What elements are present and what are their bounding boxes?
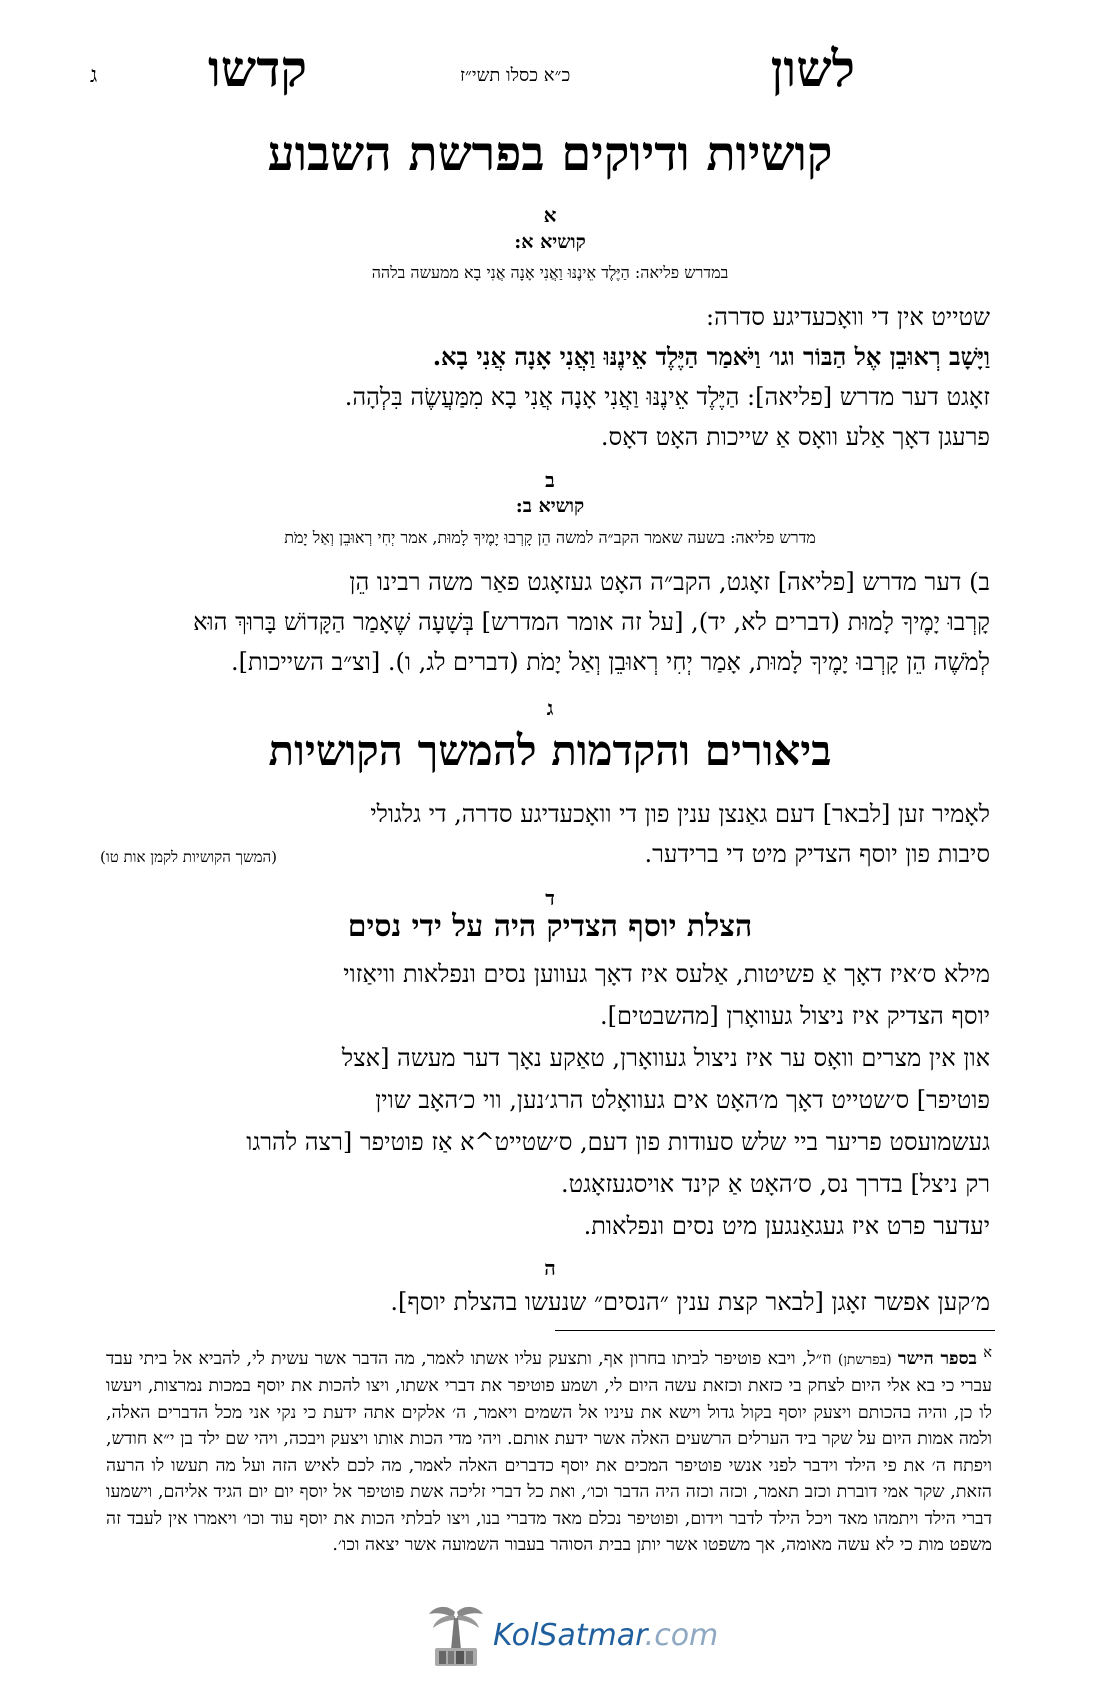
main-title: קושיות ודיוקים בפרשת השבוע: [267, 126, 833, 182]
page-letter: ג: [90, 63, 98, 88]
footnote-source-note: (בפרשתן): [837, 1351, 892, 1368]
section-d-line-7: יעדער פרט איז געגאַנגען מיט נסים ונפלאות.: [583, 1212, 990, 1240]
section-b-label: קושיא ב:: [515, 495, 585, 517]
section-b-line-2: קָרְבוּ יָמֶיךָ לָמוּת (דברים לא, יד), [על זה אומר המדרש] בְּשָׁעָה שֶׁאָמַר הַקָּדוֹשׁ בָּרוּךְ הוּא: [193, 608, 990, 636]
section-d-line-6: רק ניצל] בדרך נס, ס׳האָט אַ קינד אויסגעזאָגט.: [561, 1170, 990, 1198]
kolsatmar-logo: [415, 1602, 719, 1672]
section-g-letter: ג: [546, 696, 554, 720]
section-b-line-3: לְמֹשֶׁה הֵן קָרְבוּ יָמֶיךָ לָמוּת, אָמַר יְחִי רְאוּבֵן וְאַל יָמֹת (דברים לג, ו). [וצ״ב השייכות].: [230, 648, 990, 676]
header-date: כ״א כסלו תשי״ז: [460, 65, 571, 86]
footnote: [106, 1340, 992, 1559]
section-d-line-1: מילא ס׳איז דאָך אַ פשיטות, אַלעס איז דאָך געווען נסים ונפלאות וויאַזוי: [343, 960, 990, 988]
section-g-title: ביאורים והקדמות להמשך הקושיות: [268, 726, 832, 775]
section-b-line-1: ב) דער מדרש [פליאה] זאָגט, הקב״ה האָט געזאָגט פאַר משה רבינו הֵן: [349, 568, 990, 596]
section-a-letter: א: [543, 203, 557, 227]
section-a-line-2: וַיָּשָׁב רְאוּבֵן אֶל הַבּוֹר וגו׳ וַיֹּאמַר הַיֶּלֶד אֵינֶנּוּ וַאֲנִי אָנָה אֲנִי בָא.: [432, 342, 990, 371]
section-d-line-3: און אין מצרים וואָס ער איז ניצול געוואָרן, טאַקע נאָך דער מעשה [אצל: [341, 1044, 990, 1072]
section-a-line-4: פרעגן דאָך אַלע וואָס אַ שייכות האָט דאָס.: [600, 423, 990, 451]
footnote-source: בספר הישר: [898, 1348, 977, 1369]
section-h-line: מ׳קען אפשר זאָגן [לבאר קצת ענין ״הנסים״ שנעשו בהצלת יוסף].: [390, 1288, 990, 1316]
palm-tree-bookshelf-icon: [425, 1602, 487, 1670]
section-a-line-1: שטייט אין די וואָכעדיגע סדרה:: [706, 303, 990, 331]
section-b-summary: מדרש פליאה: בשעה שאמר הקב״ה למשה הֵן קָרְבוּ יָמֶיךָ לָמוּת, אמר יְחִי רְאוּבֵן וְאַל יָמֹת: [284, 528, 816, 547]
header-word-kodsho: קדשו: [208, 39, 307, 98]
section-d-line-5: געשמועסט פריער ביי שלש סעודות פון דעם, ס׳שטייט^א אַז פוטיפר [רצה להרגו: [246, 1128, 990, 1156]
section-h-letter: ה: [544, 1256, 556, 1280]
section-d-line-4: פוטיפר] ס׳שטייט דאָך מ׳האָט אים געוואָלט הרג׳נען, ווי כ׳האָב שוין: [375, 1086, 990, 1114]
section-g-line-2: סיבות פון יוסף הצדיק מיט די ברידער.: [644, 840, 990, 868]
section-g-note: (המשך הקושיות לקמן אות טו): [100, 848, 277, 866]
section-a-line-3: זאָגט דער מדרש [פליאה]: הַיֶּלֶד אֵינֶנּוּ וַאֲנִי אָנָה אֲנִי בָא מִמַּעֲשֶׂה בִּלְהָה.: [344, 383, 990, 411]
footnote-text: וז״ל, ויבא פוטיפר לביתו בחרון אף, ותצעק עליו אשתו לאמר, מה הדבר אשר עשית לי, להביא אל ביתי עבד עברי כי בא אלי היום לצחק בי כזאת וכזאת עשה היום לי, ושמע פוטיפר את דברי אשתו, ויצו להכות את יוסף במכות נמרצות, ויעשו לו כן, והיה בהכותם ויצעק יוסף בקול גדול וישא את עיניו אל השמים ויאמר, ה׳ אלקים אתה ידעת כי נקי אני מכל הדברים האלה, ולמה אמות היום על שקר ביד הערלים הרשעים האלה אשר ידעת אותם. ויהי מדי הכות אותו ויצעק ויבכה, ויהי שם ילד בן י״א חודש, ויפתח ה׳ את פי הילד וידבר לפני אנשי פוטיפר המכים את יוסף כדברים האלה לאמר, מה לכם לאיש הזה ועל מה תעשו לו הרעה הזאת, שקר אמי דוברת וכזב תאמר, וכזה וכזה היה הדבר וכו׳, ואת כל דברי זליכה אשת פוטיפר אל יוסף יום יום הגיד אליהם, וישמעו דברי הילד ויתמהו מאד ויכל הילד לדבר וידום, ופוטיפר נכלם מאד מדברי בנו, ויצו לבלתי הכות את יוסף עוד וכו׳ ויאמרו אין לעבד זה משפט מות כי לא עשה מאומה, אך משפטו אשר יותן בבית הסוהר בעבור השמועה אשר יצאה וכו׳.: [106, 1348, 992, 1556]
section-b-letter: ב: [545, 468, 555, 492]
footnote-divider: [555, 1330, 995, 1331]
footnote-mark: א: [983, 1344, 992, 1361]
section-g-line-1: לאָמיר זען [לבאר] דעם גאַנצן ענין פון די וואָכעדיגע סדרה, די גלגולי: [370, 800, 990, 828]
section-a-summary: במדרש פליאה: הַיֶּלֶד אֵינֶנּוּ וַאֲנִי אָנָה אֲנִי בָא ממעשה בלהה: [371, 263, 729, 282]
kolsatmar-wordmark: KolSatmar.com: [493, 1618, 719, 1653]
section-d-line-2: יוסף הצדיק איז ניצול געוואָרן [מהשבטים].: [600, 1002, 990, 1030]
section-a-label: קושיא א:: [514, 231, 586, 253]
section-d-letter: ד: [545, 886, 555, 910]
section-d-title: הצלת יוסף הצדיק היה על ידי נסים: [347, 909, 753, 944]
header-word-lashon: לשון: [770, 39, 855, 98]
